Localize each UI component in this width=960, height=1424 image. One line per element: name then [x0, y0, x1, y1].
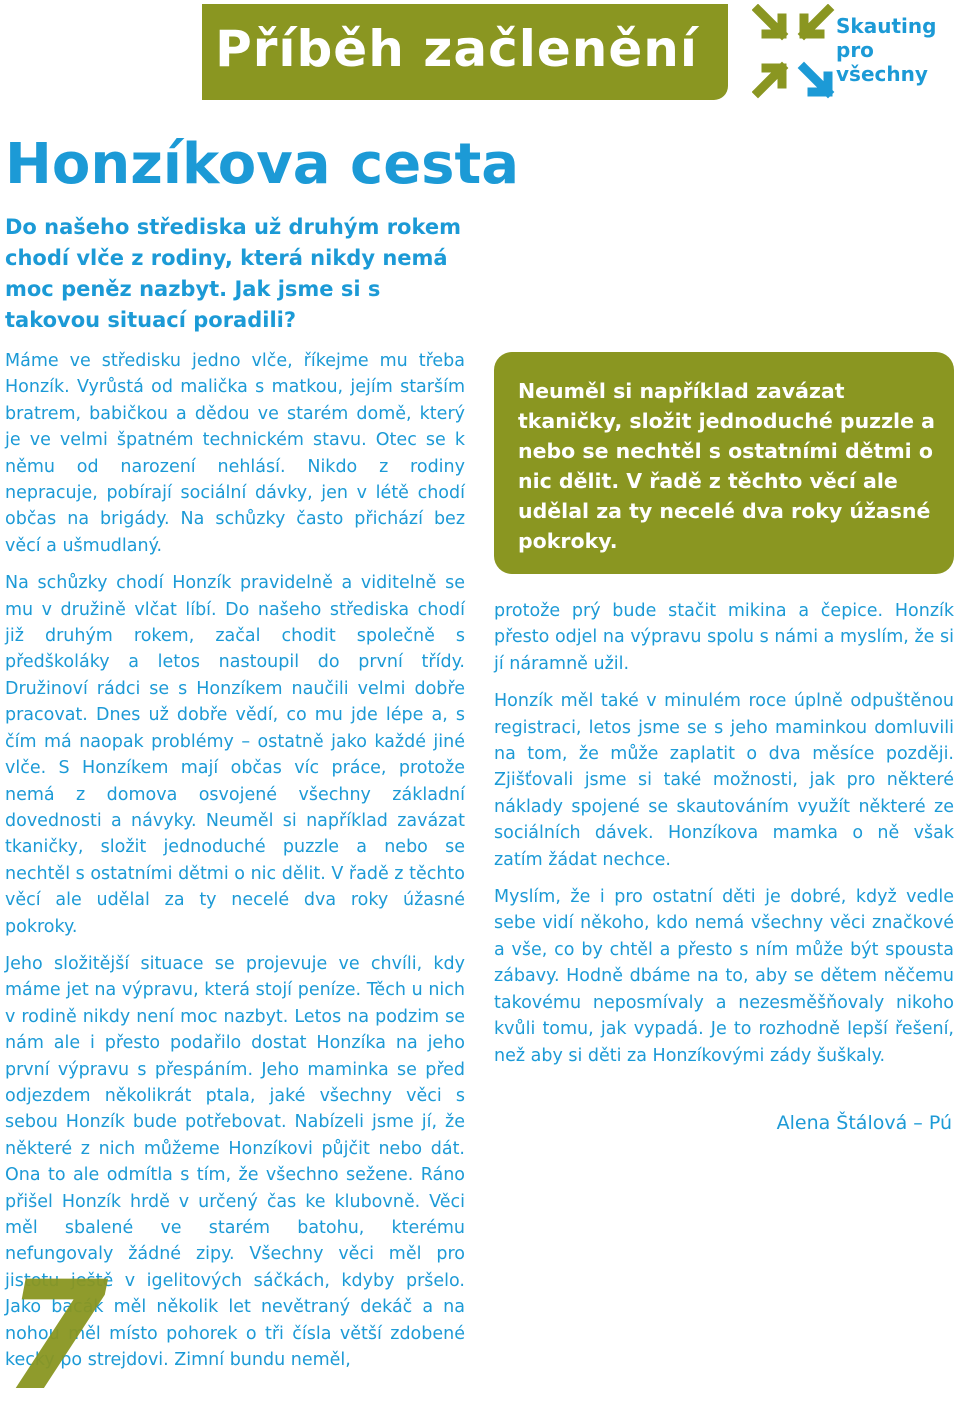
- scouting-logo: [752, 4, 960, 104]
- paragraph: protože prý bude stačit mikina a čepice. Honzík přesto odjel na výpravu spolu s námi a myslím, že si jí náramně užil.: [494, 601, 954, 674]
- article-headline: Honzíkova cesta: [5, 132, 520, 197]
- header-banner: [202, 4, 728, 100]
- author-signature: Alena Štálová – Pú: [776, 1112, 952, 1134]
- pull-quote-box: [494, 352, 954, 574]
- paragraph: Honzík měl také v minulém roce úplně odpuštěnou registraci, letos jsme se s jeho maminkou domluvili na tom, že může zaplatit o dva měsíce později. Zjišťovali jsme si také možnosti, jak pro některé náklady spojené se skautováním využít některé ze sociálních dávek. Honzíkova mamka o ně však zatím žádat nechce.: [494, 691, 954, 870]
- paragraph: Na schůzky chodí Honzík pravidelně a viditelně se mu v družině vlčat líbí. Do našeho střediska chodí již druhým rokem, začal chodit společně s předškoláky a letos nastoupil do první třídy. Družinoví rádci se s Honzíkem naučili velmi dobře pracovat. Dnes už dobře vědí, co mu jde lépe a, s čím má naopak problémy – ostatně jako každé jiné vlče. S Honzíkem mají občas víc práce, protože nemá z domova osvojené všechny základní dovednosti a návyky. Neuměl si například zavázat tkaničky, složit jednoduché puzzle a nebo se nechtěl s ostatními dětmi o nic dělit. V řadě z těchto věcí ale udělal za ty necelé dva roky úžasné pokroky.: [5, 573, 465, 937]
- pull-quote-text: Neuměl si například zavázat tkaničky, složit jednoduché puzzle a nebo se nechtěl s ostatními dětmi o nic dělit. V řadě z těchto věcí ale udělal za ty necelé dva roky úžasné pokroky.: [518, 379, 935, 553]
- logo-wordmark: [836, 14, 960, 86]
- logo-line-1: Skauting: [836, 14, 937, 38]
- paragraph: Máme ve středisku jedno vlče, říkejme mu třeba Honzík. Vyrůstá od malička s matkou, jejím starším bratrem, babičkou a dědou ve starém domě, který je ve velmi špatném technickém stavu. Otec se k němu od narození nehlásí. Nikdo z rodiny nepracuje, pobírají sociální dávky, jen v létě chodí občas na brigády. Na schůzky často přichází bez věcí a ušmudlaný.: [5, 351, 465, 556]
- logo-line-2: pro všechny: [836, 38, 928, 86]
- right-column: [494, 598, 954, 1080]
- left-column: [5, 348, 465, 1384]
- arrows-logo-icon: [752, 4, 836, 104]
- article-lead: Do našeho střediska už druhým rokem chodí vlče z rodiny, která nikdy nemá moc peněz nazbyt. Jak jsme si s takovou situací poradili?: [5, 215, 462, 332]
- paragraph: Jeho složitější situace se projevuje ve chvíli, kdy máme jet na výpravu, která stojí peníze. Těch u nich v rodině nikdy není moc nazbyt. Letos na podzim se nám ale i přesto podařilo dostat Honzíka na jeho první výpravu s přespáním. Jeho maminka se před odjezdem několikrát ptala, jaké všechny věci s sebou Honzík bude potřebovat. Nabízeli jsme jí, že některé z nich můžeme Honzíkovi půjčit nebo dát. Ona to ale odmítla s tím, že všechno sežene. Ráno přišel Honzík hrdě v určený čas ke klubovně. Věci měl sbalené ve starém batohu, kterému nefungovaly žádné zipy. Všechny věci měl pro jistotu ještě v igelitových sáčkách, kdyby pršelo. Jako bacák měl několik let nevětraný dekáč a na nohou měl místo pohorek o tři čísla větší zdobené kecky po strejdovi. Zimní bundu neměl,: [5, 953, 465, 1371]
- page-number: 7: [4, 1250, 109, 1424]
- section-title: Příběh začlenění: [215, 20, 698, 78]
- paragraph: Myslím, že i pro ostatní děti je dobré, když vedle sebe vidí někoho, kdo nemá všechny věci značkové a vše, co by chtěl a přesto s ním může být spousta zábavy. Hodně dbáme na to, aby se dětem něčemu takovému neposmívaly a nezesměšňovaly nikoho kvůli tomu, jak vypadá. Je to rozhodně lepší řešení, než aby si děti za Honzíkovými zády šuškaly.: [494, 887, 954, 1066]
